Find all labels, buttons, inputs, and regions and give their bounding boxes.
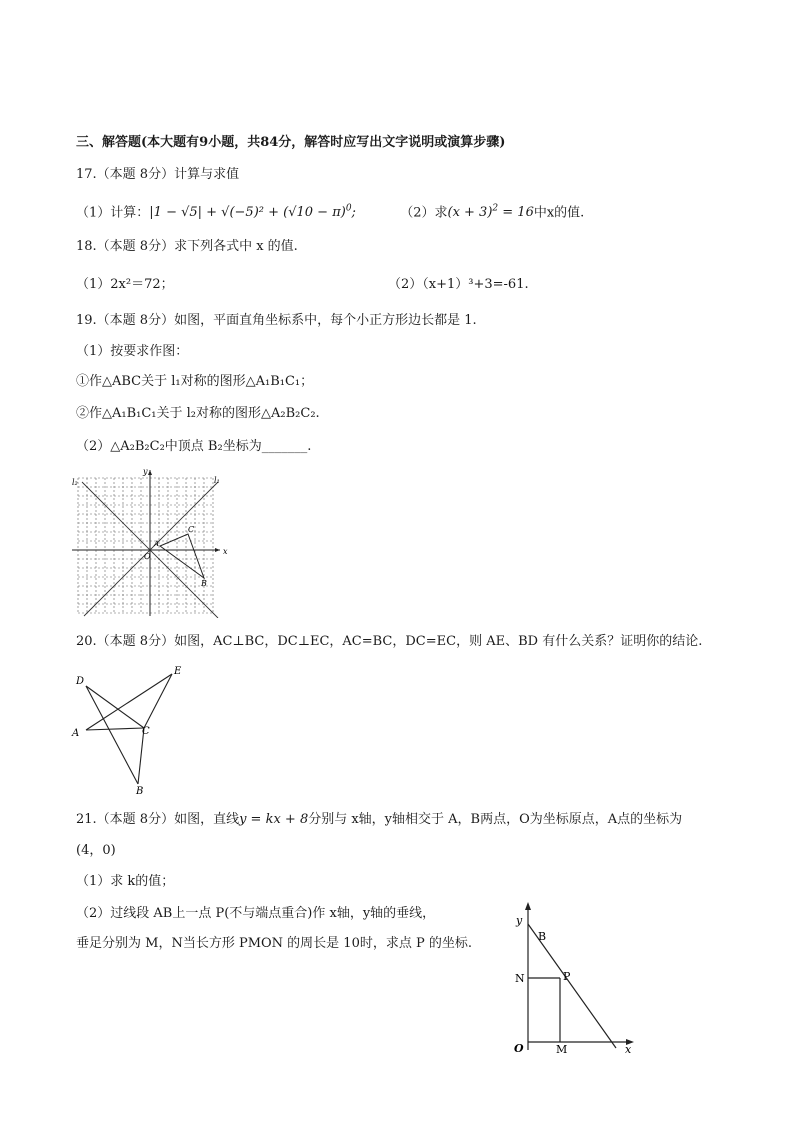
point-c-label: C <box>188 525 195 534</box>
q17-p2-expr: $(x + 3)^2 = 16$ <box>447 204 534 221</box>
q17-title: 17.（本题 8分）计算与求值 <box>76 167 240 182</box>
y-axis-label: y <box>143 467 148 476</box>
point-a-label: A <box>72 728 80 739</box>
point-b-label: B <box>201 579 207 588</box>
q21-title-post: 分别与 x轴，y轴相交于 A，B两点，O为坐标原点，A点的坐标为 <box>308 812 683 827</box>
section-header: 三、解答题(本大题有9小题，共84分，解答时应写出文字说明或演算步骤) <box>76 135 506 150</box>
q19-p1: （1）按要求作图： <box>76 344 189 359</box>
q19-s1: ①作△ABC关于 l₁对称的图形△A₁B₁C₁； <box>76 374 314 389</box>
line-l1 <box>84 482 218 616</box>
l1-label: l₁ <box>214 476 220 485</box>
point-n-label: N <box>515 972 525 985</box>
q18-p1: （1）2x²＝72； <box>76 277 174 292</box>
q21-p1: （1）求 k的值； <box>76 874 175 889</box>
q18-title: 18.（本题 8分）求下列各式中 x 的值. <box>76 239 298 254</box>
q21-title-pre: 21.（本题 8分）如图，直线 <box>76 812 240 827</box>
q19-s2: ②作△A₁B₁C₁关于 l₂对称的图形△A₂B₂C₂. <box>76 406 320 421</box>
q18-p2: （2）（x+1）³+3=-61. <box>388 277 529 292</box>
origin-label: O <box>514 1042 524 1055</box>
q21-figure <box>508 900 642 1058</box>
q17-line <box>76 200 584 222</box>
point-d-label: D <box>76 676 85 687</box>
q20-title: 20.（本题 8分）如图，AC⊥BC，DC⊥EC，AC=BC，DC=EC，则 AE、BD 有什么关系？证明你的结论. <box>76 634 703 649</box>
q21-coord: (4，0) <box>76 843 116 858</box>
q17-p1-expr: $|1 - √5| + √(-5)^2 + (√10 - \pi)^0$; <box>149 204 356 221</box>
origin-label: O <box>144 552 151 561</box>
point-b-label: B <box>136 786 144 796</box>
point-e-label: E <box>174 666 182 677</box>
point-b-label: B <box>538 930 547 943</box>
q17-p1-label: （1）计算： <box>76 205 150 221</box>
point-m-label: M <box>556 1043 568 1056</box>
q21-equation: y = kx + 8 <box>239 812 309 827</box>
q21-p2b: 垂足分别为 M，N当长方形 PMON 的周长是 10时，求点 P 的坐标. <box>76 936 472 951</box>
triangle-abc <box>160 534 204 578</box>
l2-label: l₂ <box>72 478 78 487</box>
q19-p2: （2）△A₂B₂C₂中顶点 B₂坐标为_______. <box>76 439 312 454</box>
q19-title: 19.（本题 8分）如图，平面直角坐标系中，每个小正方形边长都是 1. <box>76 313 477 328</box>
point-a-label: A <box>154 540 160 548</box>
q21-p2a: （2）过线段 AB上一点 P(不与端点重合)作 x轴，y轴的垂线， <box>76 906 436 921</box>
q17-p2-label: （2）求 <box>400 205 448 221</box>
x-axis-label: x <box>223 547 228 556</box>
point-c-label: C <box>142 726 150 737</box>
q17-p2-tail: 中x的值. <box>533 205 585 221</box>
y-axis-label: y <box>516 914 523 927</box>
q19-grid-figure <box>70 466 230 618</box>
q20-figure <box>68 662 192 796</box>
q21-title <box>76 811 682 829</box>
point-p-label: P <box>563 970 571 983</box>
x-axis-label: x <box>625 1043 632 1056</box>
